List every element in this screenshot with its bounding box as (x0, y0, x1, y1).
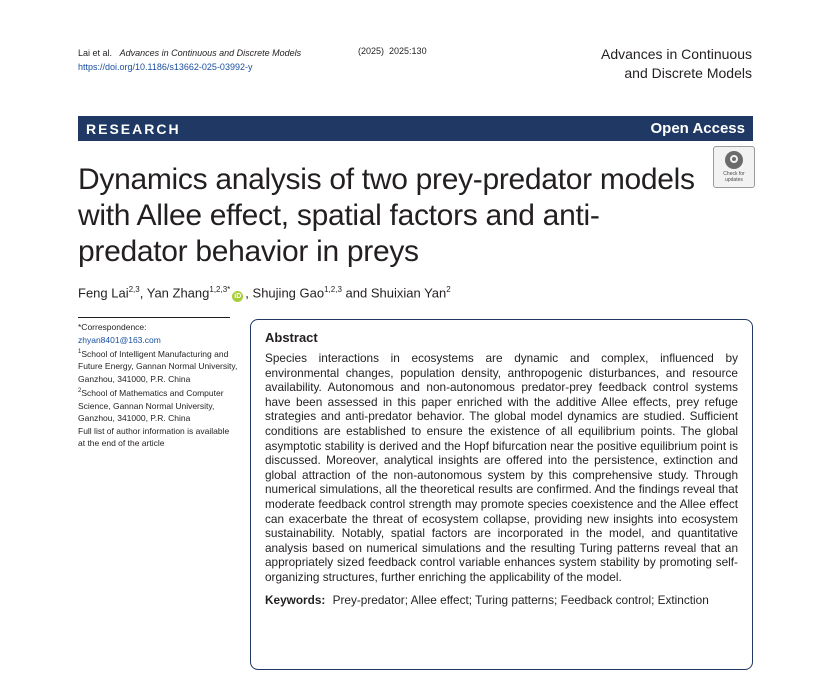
abstract-heading: Abstract (265, 330, 318, 345)
keywords-label: Keywords: (265, 592, 326, 607)
keywords (265, 593, 738, 607)
journal-italic: Advances in Continuous and Discrete Models (119, 48, 302, 58)
affiliation-number: 2 (78, 388, 82, 395)
check-updates-line2: updates (725, 177, 743, 183)
author-name[interactable]: Shuixian Yan (370, 285, 447, 301)
correspondence-email[interactable]: zhyan8401@163.com (78, 334, 161, 345)
affiliation-divider (78, 317, 230, 318)
section-label: RESEARCH (86, 120, 181, 137)
abstract-box (250, 319, 753, 670)
running-header (78, 46, 301, 74)
correspondence-label: *Correspondence: (78, 322, 147, 332)
affiliation-2 (78, 385, 238, 424)
open-access-label: Open Access (650, 120, 745, 137)
crossmark-icon (725, 151, 743, 169)
author-affil-sup: 1,2,3 (324, 285, 342, 294)
author-name[interactable]: Yan Zhang (146, 285, 210, 301)
author-affil-sup: 2 (446, 285, 451, 294)
journal-name-line2: and Discrete Models (624, 65, 752, 81)
affiliation-number: 1 (78, 349, 82, 355)
abstract-text: Species interactions in ecosystems are dynamic and complex, influenced by environmental changes, population density, anthropogenic disturbances, and resource availability. Autonomous and non-autonomous predator-prey feedback control systems have been assessed in this paper enriched with the additive Allee effects, prey refuge strategies and anti-predator behavior. The global model dynamics are studied. Sufficient conditions are established to ensure the existence of all equilibrium points. The global asymptotic stability is derived and the Hopf bifurcation near the positive equilibrium point is discussed. Moreover, analytical insights are offered into the persistence, extinction and global attraction of the non-autonomous system by this comprehensive study. Through numerical simulations, all the theoretical results are confirmed. And the findings reveal that moderate feedback control strength may promote species coexistence and the Allee effect can exacerbate the threat of ecosystem collapse, providing new insights into ecosystem sustainability. Notably, spatial factors are incorporated in the model, and quantitative analysis based on numerical simulations and the resulting Turing patterns reveal that an appropriately sized feedback control variable enhances system stability by promoting self-organizing structures, further enriching the applicability of the model. (265, 351, 738, 584)
orcid-icon[interactable]: iD (234, 293, 242, 301)
journal-name (601, 45, 752, 83)
affiliation-text: School of Mathematics and Computer Science, Gannan Normal University, Ganzhou, 341000, P.R. China (78, 388, 224, 424)
author-list (78, 285, 451, 302)
author-name[interactable]: Shujing Gao (252, 285, 325, 301)
citation-line (78, 46, 301, 60)
affiliation-1 (78, 346, 238, 385)
full-author-info-note: Full list of author information is available at the end of the article (78, 425, 230, 449)
check-for-updates-badge[interactable] (713, 146, 755, 188)
year: (2025) (358, 46, 385, 56)
section-banner (78, 116, 753, 141)
author-affil-sup: 2,3 (128, 285, 140, 294)
authors-short: Lai et al. (78, 48, 113, 58)
author-affil-sup: 1,2,3* (209, 285, 231, 294)
year-article (358, 46, 427, 56)
author-separator: and (345, 285, 368, 301)
keywords-list: Prey-predator; Allee effect; Turing patterns; Feedback control; Extinction (332, 592, 709, 607)
author-separator: , (245, 285, 249, 301)
affiliation-text: School of Intelligent Manufacturing and Future Energy, Gannan Normal University, Ganzhou, 341000, P.R. China (78, 348, 238, 384)
article-number: 2025:130 (389, 46, 427, 56)
affiliations (78, 321, 238, 450)
check-updates-line1: Check for (723, 171, 745, 177)
journal-name-line1: Advances in Continuous (601, 46, 752, 62)
doi-link[interactable]: https://doi.org/10.1186/s13662-025-03992-y (78, 62, 253, 72)
author-separator: , (139, 285, 144, 301)
author-name[interactable]: Feng Lai (78, 285, 129, 301)
article-title: Dynamics analysis of two prey-predator models with Allee effect, spatial factors and anti-predator behavior in preys (78, 163, 695, 268)
